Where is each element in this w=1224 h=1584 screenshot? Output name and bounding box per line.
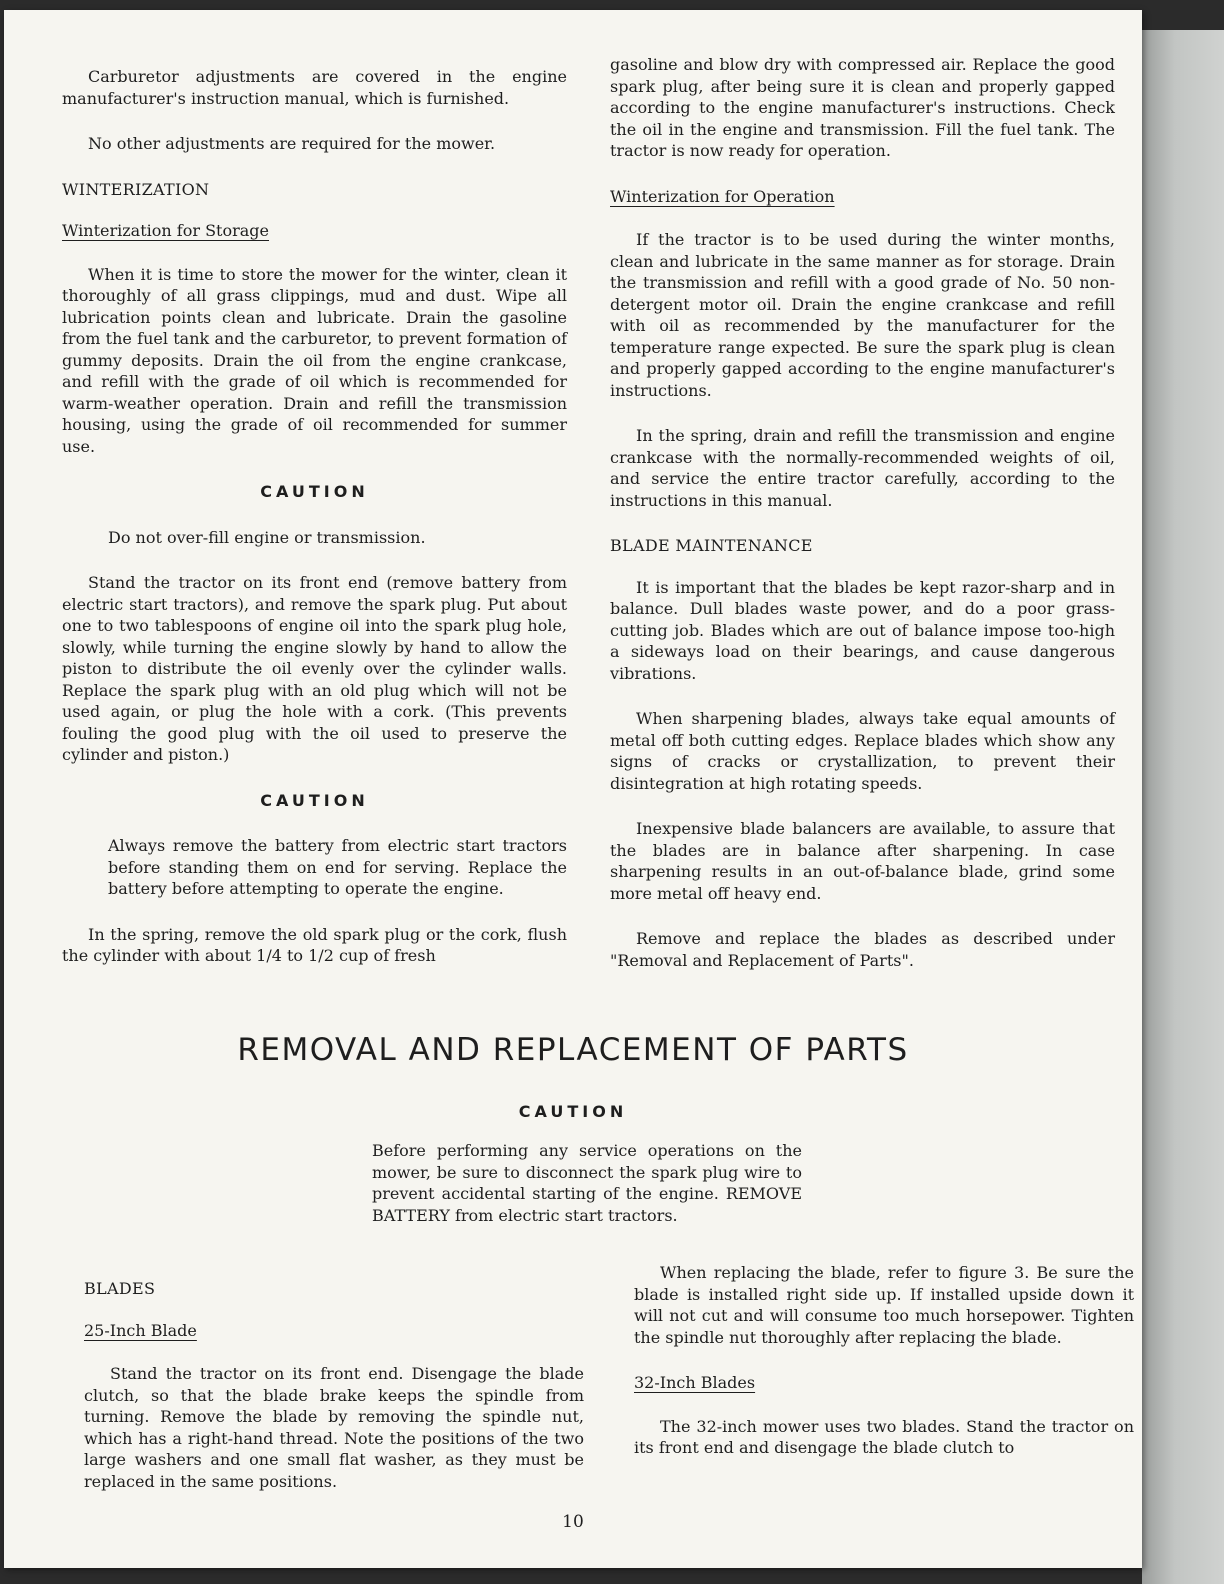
paragraph-spring-continued: gasoline and blow dry with compressed air. Replace the good spark plug, after being sure it is clean and properly gapped according to the engine manufacturer's instructions. Check the oil in the engine and transmission. Fill the fuel tank. The tractor is now ready for operation. [610, 55, 1115, 160]
paragraph-spring-drain: In the spring, drain and refill the transmission and engine crankcase with the normally-recommended weights of oil, and service the entire tractor carefully, according to the instructions in this manual. [610, 426, 1115, 510]
caution-text-overfill: Do not over-fill engine or transmission. [108, 527, 426, 547]
paragraph-carburetor: Carburetor adjustments are covered in the engine manufacturer's instruction manual, which is furnished. [62, 67, 567, 108]
subheading-winterization-storage: Winterization for Storage [62, 221, 269, 240]
heading-winterization: WINTERIZATION [62, 179, 210, 199]
caution-label: CAUTION [260, 790, 369, 810]
section-title: REMOVAL AND REPLACEMENT OF PARTS [237, 1032, 909, 1068]
caution-text-battery: Always remove the battery from electric start tractors before standing them on end for serving. Replace the battery before attempting to operate the engine. [108, 836, 567, 898]
bottom-left-column [84, 1278, 584, 1516]
paragraph-balancers: Inexpensive blade balancers are available, to assure that the blades are in balance after sharpening. In case sharpening results in an out-of-balance blade, grind some more metal off heavy end. [610, 819, 1115, 903]
heading-blades: BLADES [84, 1279, 156, 1298]
paragraph-25-inch-blade: Stand the tractor on its front end. Disengage the blade clutch, so that the blade brake keeps the spindle from turning. Remove the blade by removing the spindle nut, which has a right-hand thread. Note the positions of the two large washers and one small flat washer, as they must be replaced in the same positions. [84, 1364, 584, 1491]
paragraph-razor-sharp: It is important that the blades be kept razor-sharp and in balance. Dull blades waste power, and do a poor grass-cutting job. Blades which are out of balance impose too-high a sideways load on their bearings, and cause dangerous vibrations. [610, 577, 1115, 683]
paragraph-storage: When it is time to store the mower for the winter, clean it thoroughly of all grass clippings, mud and dust. Wipe all lubrication points clean and lubricate. Drain the gasoline from the fuel tank and the carburetor, to prevent formation of gummy deposits. Drain the oil from the engine crankcase, and refill with the grade of oil which is recommended for warm-weather operation. Drain and refill the transmission housing, using the grade of oil recommended for summer use. [62, 264, 567, 456]
left-column [62, 66, 567, 991]
subheading-32-inch-blades: 32-Inch Blades [634, 1373, 756, 1392]
bottom-right-column [634, 1262, 1134, 1483]
paragraph-operation: If the tractor is to be used during the winter months, clean and lubricate in the same manner as for storage. Drain the transmission and refill with a good grade of No. 50 non-detergent motor oil. Drain the engine crankcase and refill with oil as recommended by the manufacturer for the temperature range expected. Be sure the spark plug is clean and properly gapped according to the engine manufacturer's instructions. [610, 230, 1115, 400]
caution-label: CAUTION [260, 482, 369, 501]
paragraph-sharpening: When sharpening blades, always take equal amounts of metal off both cutting edges. Replace blades which show any signs of cracks or crystallization, to prevent their disintegration at high rotating speeds. [610, 709, 1115, 793]
right-column [610, 54, 1115, 995]
caution-label: CAUTION [518, 1102, 628, 1121]
paragraph-32-inch-blades: The 32-inch mower uses two blades. Stand the tractor on its front end and disengage the blade clutch to [634, 1416, 1134, 1457]
background-edge [1142, 30, 1224, 1584]
subheading-winterization-operation: Winterization for Operation [610, 186, 835, 206]
subheading-25-inch-blade: 25-Inch Blade [84, 1320, 197, 1340]
paragraph-no-other-adjustments: No other adjustments are required for the mower. [88, 134, 496, 153]
paragraph-spring-spark-plug: In the spring, remove the old spark plug or the cork, flush the cylinder with about 1/4 to 1/2 cup of fresh [62, 924, 567, 965]
paragraph-stand-tractor: Stand the tractor on its front end (remove battery from electric start tractors), and remove the spark plug. Put about one to two tablespoons of engine oil into the spark plug hole, slowly, while turning the engine slowly by hand to allow the piston to distribute the oil evenly over the cylinder walls. Replace the spark plug with an old plug which will not be used again, or plug the hole with a cork. (This prevents fouling the good plug with the oil used to preserve the cylinder and piston.) [62, 573, 567, 764]
paragraph-replacing-blade: When replacing the blade, refer to figure 3. Be sure the blade is installed right side up. If installed upside down it will not cut and will consume too much horsepower. Tighten the spindle nut thoroughly after replacing the blade. [634, 1263, 1134, 1347]
page-number: 10 [562, 1512, 584, 1532]
manual-page [4, 10, 1142, 1568]
paragraph-remove-replace: Remove and replace the blades as described under "Removal and Replacement of Parts". [610, 929, 1115, 970]
caution-text-service: Before performing any service operations on the mower, be sure to disconnect the spark plug wire to prevent accidental starting of the engine. REMOVE BATTERY from electric start tractors. [372, 1141, 802, 1225]
heading-blade-maintenance: BLADE MAINTENANCE [610, 536, 813, 555]
